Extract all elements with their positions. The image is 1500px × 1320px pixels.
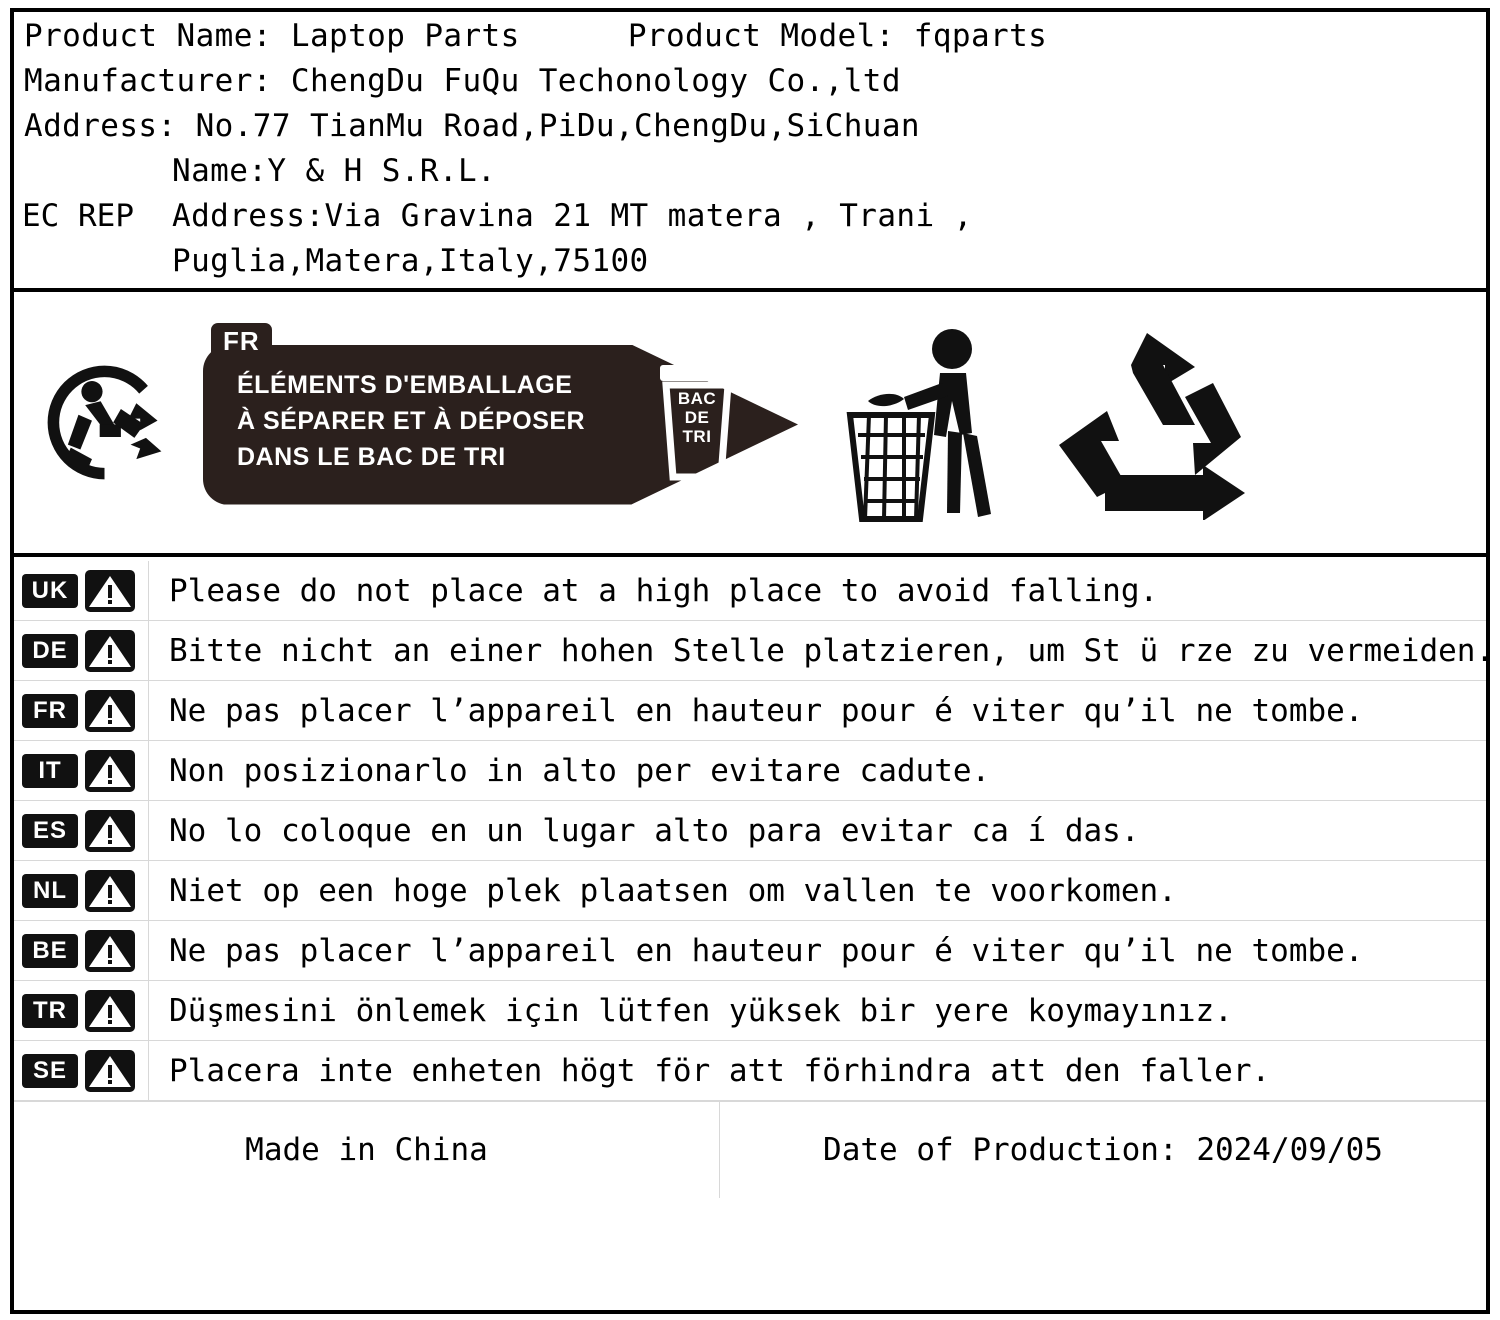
warning-row — [14, 801, 1486, 861]
bin-label-line-2: DE — [684, 407, 710, 427]
warning-triangle-icon — [84, 929, 136, 973]
language-badge: UK — [22, 574, 78, 608]
warning-text: No lo coloque en un lugar alto para evitar ca í das. — [148, 801, 1486, 860]
production-date-value: 2024/09/05 — [1196, 1132, 1383, 1168]
language-badge: NL — [22, 874, 78, 908]
warning-row — [14, 921, 1486, 981]
warning-triangle-icon — [84, 869, 136, 913]
product-model-value: fqparts — [913, 18, 1048, 54]
language-badge: FR — [22, 694, 78, 728]
ec-rep-address-line-1: Address:Via Gravina 21 MT matera , Trani , — [172, 198, 973, 234]
warning-row — [14, 681, 1486, 741]
warning-row — [14, 621, 1495, 681]
product-name-value: Laptop Parts — [290, 18, 520, 54]
warning-text: Ne pas placer l’appareil en hauteur pour é viter qu’il ne tombe. — [148, 681, 1486, 740]
ec-rep-address-line-2: Puglia,Matera,Italy,75100 — [172, 243, 649, 279]
bin-label-line-3: TRI — [682, 426, 712, 446]
ec-rep-name: Name:Y & H S.R.L. — [172, 153, 497, 189]
product-name-label: Product Name: — [24, 18, 272, 54]
production-date-label: Date of Production: — [823, 1132, 1178, 1168]
fr-banner-line-1: ÉLÉMENTS D'EMBALLAGE — [237, 370, 573, 399]
language-badge: DE — [22, 634, 78, 668]
fr-banner-line-2: À SÉPARER ET À DÉPOSER — [237, 406, 586, 435]
warning-triangle-icon — [84, 569, 136, 613]
warning-row — [14, 741, 1486, 801]
product-model-label: Product Model: — [627, 18, 895, 54]
manufacturer-line: Manufacturer: ChengDu FuQu Techonology Co.,ltd — [24, 63, 901, 99]
bin-label — [654, 389, 740, 446]
warning-row — [14, 561, 1486, 621]
fr-sorting-banner — [203, 323, 798, 523]
warning-text: Non posizionarlo in alto per evitare cadute. — [148, 741, 1486, 800]
warning-triangle-icon — [84, 989, 136, 1033]
language-badge: ES — [22, 814, 78, 848]
warnings-block — [14, 557, 1495, 1310]
manufacturer-address-line: Address: No.77 TianMu Road,PiDu,ChengDu,SiChuan — [24, 108, 920, 144]
warning-triangle-icon — [84, 1049, 136, 1093]
warning-triangle-icon — [84, 629, 136, 673]
warning-row — [14, 981, 1486, 1041]
triman-recycling-icon — [32, 355, 177, 490]
mobius-loop-recycle-icon — [1045, 325, 1250, 520]
warning-row — [14, 861, 1486, 921]
fr-banner-text — [237, 367, 585, 475]
do-not-litter-icon — [824, 323, 1019, 523]
label-outer-frame — [10, 8, 1495, 1314]
production-date-text — [720, 1132, 1486, 1168]
label-footer — [14, 1101, 1486, 1198]
warning-row — [14, 1041, 1486, 1101]
language-badge: IT — [22, 754, 78, 788]
warning-text: Ne pas placer l’appareil en hauteur pour é viter qu’il ne tombe. — [148, 921, 1486, 980]
warning-triangle-icon — [84, 689, 136, 733]
warning-text: Niet op een hoge plek plaatsen om vallen te voorkomen. — [148, 861, 1486, 920]
language-badge: BE — [22, 934, 78, 968]
fr-country-tab: FR — [211, 323, 272, 361]
bin-label-line-1: BAC — [677, 388, 717, 408]
ec-rep-tag: EC REP — [22, 198, 134, 234]
product-name-line — [14, 14, 1486, 59]
language-badge: SE — [22, 1054, 78, 1088]
fr-banner-line-3: DANS LE BAC DE TRI — [237, 442, 506, 471]
warning-triangle-icon — [84, 809, 136, 853]
warning-text: Düşmesini önlemek için lütfen yüksek bir yere koymayınız. — [148, 981, 1486, 1040]
warning-text: Bitte nicht an einer hohen Stelle platzieren, um St ü rze zu vermeiden. — [148, 621, 1494, 680]
warning-triangle-icon — [84, 749, 136, 793]
language-badge: TR — [22, 994, 78, 1028]
ec-rep-row — [14, 149, 1486, 284]
warning-text: Please do not place at a high place to avoid falling. — [148, 561, 1486, 620]
warning-text: Placera inte enheten högt för att förhindra att den faller. — [148, 1041, 1486, 1100]
made-in-text: Made in China — [14, 1102, 720, 1198]
ec-rep-body — [172, 149, 1486, 284]
company-info-block — [14, 12, 1486, 292]
pictogram-block — [14, 292, 1486, 557]
recycling-bin-icon — [654, 363, 740, 481]
